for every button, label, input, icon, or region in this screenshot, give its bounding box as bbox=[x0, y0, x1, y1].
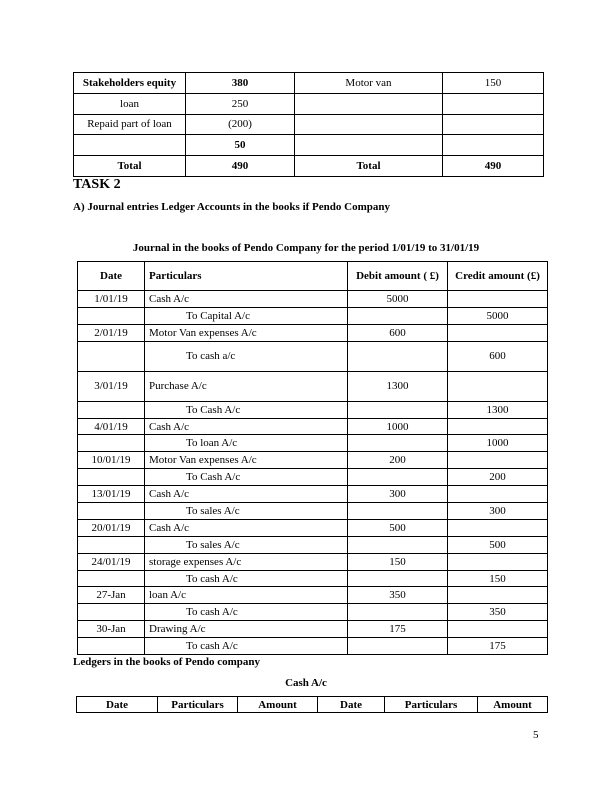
journal-date bbox=[78, 503, 145, 520]
journal-date: 27-Jan bbox=[78, 587, 145, 604]
journal-particulars: Cash A/c bbox=[145, 519, 348, 536]
balance-cell bbox=[443, 114, 544, 135]
ledger-header-cell: Date bbox=[77, 697, 158, 713]
ledger-header-cell: Particulars bbox=[158, 697, 238, 713]
ledger-header-cell: Amount bbox=[478, 697, 548, 713]
journal-particulars: Purchase A/c bbox=[145, 371, 348, 401]
balance-row bbox=[74, 114, 544, 135]
journal-date: 1/01/19 bbox=[78, 291, 145, 308]
balance-cell: 380 bbox=[186, 73, 295, 94]
journal-debit bbox=[348, 638, 448, 655]
balance-table bbox=[73, 72, 544, 177]
balance-row bbox=[74, 135, 544, 156]
journal-credit bbox=[448, 291, 548, 308]
ledger-header-row bbox=[77, 697, 548, 713]
journal-particulars: Cash A/c bbox=[145, 291, 348, 308]
journal-particulars: To sales A/c bbox=[145, 503, 348, 520]
journal-credit: 1000 bbox=[448, 435, 548, 452]
journal-particulars: To cash A/c bbox=[145, 570, 348, 587]
task-heading: TASK 2 bbox=[73, 177, 121, 192]
journal-row bbox=[78, 570, 548, 587]
journal-debit: 500 bbox=[348, 519, 448, 536]
journal-date bbox=[78, 435, 145, 452]
journal-row bbox=[78, 418, 548, 435]
journal-row bbox=[78, 324, 548, 341]
balance-cell bbox=[295, 135, 443, 156]
journal-credit: 175 bbox=[448, 638, 548, 655]
journal-row bbox=[78, 341, 548, 371]
journal-debit: 175 bbox=[348, 621, 448, 638]
journal-row bbox=[78, 435, 548, 452]
journal-credit: 150 bbox=[448, 570, 548, 587]
journal-date: 13/01/19 bbox=[78, 486, 145, 503]
balance-cell: Stakeholders equity bbox=[74, 73, 186, 94]
journal-particulars: Motor Van expenses A/c bbox=[145, 452, 348, 469]
journal-date bbox=[78, 604, 145, 621]
journal-debit: 1300 bbox=[348, 371, 448, 401]
journal-debit bbox=[348, 435, 448, 452]
journal-credit bbox=[448, 452, 548, 469]
journal-particulars: Motor Van expenses A/c bbox=[145, 324, 348, 341]
journal-particulars: To cash A/c bbox=[145, 638, 348, 655]
journal-particulars: storage expenses A/c bbox=[145, 553, 348, 570]
journal-credit bbox=[448, 621, 548, 638]
journal-date bbox=[78, 638, 145, 655]
journal-row bbox=[78, 486, 548, 503]
journal-row bbox=[78, 371, 548, 401]
journal-row bbox=[78, 536, 548, 553]
ledger-header-cell: Particulars bbox=[385, 697, 478, 713]
journal-row bbox=[78, 621, 548, 638]
journal-particulars: To Cash A/c bbox=[145, 469, 348, 486]
journal-debit: 350 bbox=[348, 587, 448, 604]
journal-credit: 350 bbox=[448, 604, 548, 621]
journal-date: 3/01/19 bbox=[78, 371, 145, 401]
journal-debit: 150 bbox=[348, 553, 448, 570]
balance-cell: Total bbox=[74, 156, 186, 177]
balance-cell: Total bbox=[295, 156, 443, 177]
journal-date: 2/01/19 bbox=[78, 324, 145, 341]
journal-credit bbox=[448, 371, 548, 401]
page-number: 5 bbox=[533, 729, 539, 741]
journal-particulars: Cash A/c bbox=[145, 418, 348, 435]
journal-credit: 500 bbox=[448, 536, 548, 553]
journal-debit bbox=[348, 536, 448, 553]
balance-row bbox=[74, 156, 544, 177]
balance-cell: 490 bbox=[186, 156, 295, 177]
journal-particulars: To Cash A/c bbox=[145, 401, 348, 418]
balance-row bbox=[74, 93, 544, 114]
journal-row bbox=[78, 638, 548, 655]
journal-date: 10/01/19 bbox=[78, 452, 145, 469]
journal-date bbox=[78, 536, 145, 553]
ledger-header-cell: Amount bbox=[238, 697, 318, 713]
journal-date bbox=[78, 570, 145, 587]
journal-date bbox=[78, 307, 145, 324]
journal-credit: 200 bbox=[448, 469, 548, 486]
journal-particulars: To sales A/c bbox=[145, 536, 348, 553]
journal-table bbox=[77, 261, 548, 655]
journal-date: 20/01/19 bbox=[78, 519, 145, 536]
journal-debit bbox=[348, 469, 448, 486]
journal-debit bbox=[348, 341, 448, 371]
journal-particulars: To cash a/c bbox=[145, 341, 348, 371]
journal-debit: 5000 bbox=[348, 291, 448, 308]
journal-credit bbox=[448, 519, 548, 536]
journal-credit: 300 bbox=[448, 503, 548, 520]
journal-date: 24/01/19 bbox=[78, 553, 145, 570]
journal-debit bbox=[348, 570, 448, 587]
journal-row bbox=[78, 401, 548, 418]
journal-date bbox=[78, 469, 145, 486]
journal-credit: 1300 bbox=[448, 401, 548, 418]
journal-row bbox=[78, 519, 548, 536]
balance-cell bbox=[443, 93, 544, 114]
header-debit: Debit amount ( £) bbox=[348, 262, 448, 291]
header-date: Date bbox=[78, 262, 145, 291]
ledgers-heading: Ledgers in the books of Pendo company bbox=[73, 656, 261, 668]
journal-particulars: loan A/c bbox=[145, 587, 348, 604]
journal-row bbox=[78, 452, 548, 469]
balance-cell: (200) bbox=[186, 114, 295, 135]
balance-cell: Repaid part of loan bbox=[74, 114, 186, 135]
balance-cell bbox=[443, 135, 544, 156]
journal-credit: 600 bbox=[448, 341, 548, 371]
balance-cell: 150 bbox=[443, 73, 544, 94]
cash-ac-title: Cash A/c bbox=[285, 677, 327, 689]
journal-date bbox=[78, 341, 145, 371]
ledger-header-cell: Date bbox=[318, 697, 385, 713]
journal-credit bbox=[448, 486, 548, 503]
journal-debit bbox=[348, 604, 448, 621]
journal-row bbox=[78, 553, 548, 570]
journal-title: Journal in the books of Pendo Company for the period 1/01/19 to 31/01/19 bbox=[132, 242, 480, 254]
balance-cell bbox=[295, 93, 443, 114]
journal-particulars: Cash A/c bbox=[145, 486, 348, 503]
balance-cell bbox=[295, 114, 443, 135]
journal-row bbox=[78, 604, 548, 621]
journal-credit bbox=[448, 324, 548, 341]
balance-cell: 50 bbox=[186, 135, 295, 156]
journal-credit bbox=[448, 418, 548, 435]
journal-debit: 600 bbox=[348, 324, 448, 341]
journal-row bbox=[78, 503, 548, 520]
balance-cell: 490 bbox=[443, 156, 544, 177]
header-credit: Credit amount (£) bbox=[448, 262, 548, 291]
journal-date bbox=[78, 401, 145, 418]
cash-ledger-table bbox=[76, 696, 548, 713]
journal-particulars: To Capital A/c bbox=[145, 307, 348, 324]
balance-cell: Motor van bbox=[295, 73, 443, 94]
journal-particulars: To loan A/c bbox=[145, 435, 348, 452]
balance-row bbox=[74, 73, 544, 94]
journal-date: 30-Jan bbox=[78, 621, 145, 638]
journal-debit: 200 bbox=[348, 452, 448, 469]
journal-row bbox=[78, 291, 548, 308]
journal-debit bbox=[348, 401, 448, 418]
journal-credit: 5000 bbox=[448, 307, 548, 324]
balance-cell: 250 bbox=[186, 93, 295, 114]
journal-credit bbox=[448, 553, 548, 570]
journal-particulars: To cash A/c bbox=[145, 604, 348, 621]
journal-debit: 300 bbox=[348, 486, 448, 503]
journal-row bbox=[78, 587, 548, 604]
journal-row bbox=[78, 469, 548, 486]
journal-header-row bbox=[78, 262, 548, 291]
journal-debit: 1000 bbox=[348, 418, 448, 435]
journal-debit bbox=[348, 307, 448, 324]
journal-debit bbox=[348, 503, 448, 520]
header-particulars: Particulars bbox=[145, 262, 348, 291]
section-a-heading: A) Journal entries Ledger Accounts in the books if Pendo Company bbox=[73, 201, 390, 213]
balance-cell: loan bbox=[74, 93, 186, 114]
journal-particulars: Drawing A/c bbox=[145, 621, 348, 638]
journal-credit bbox=[448, 587, 548, 604]
journal-date: 4/01/19 bbox=[78, 418, 145, 435]
balance-cell bbox=[74, 135, 186, 156]
journal-row bbox=[78, 307, 548, 324]
